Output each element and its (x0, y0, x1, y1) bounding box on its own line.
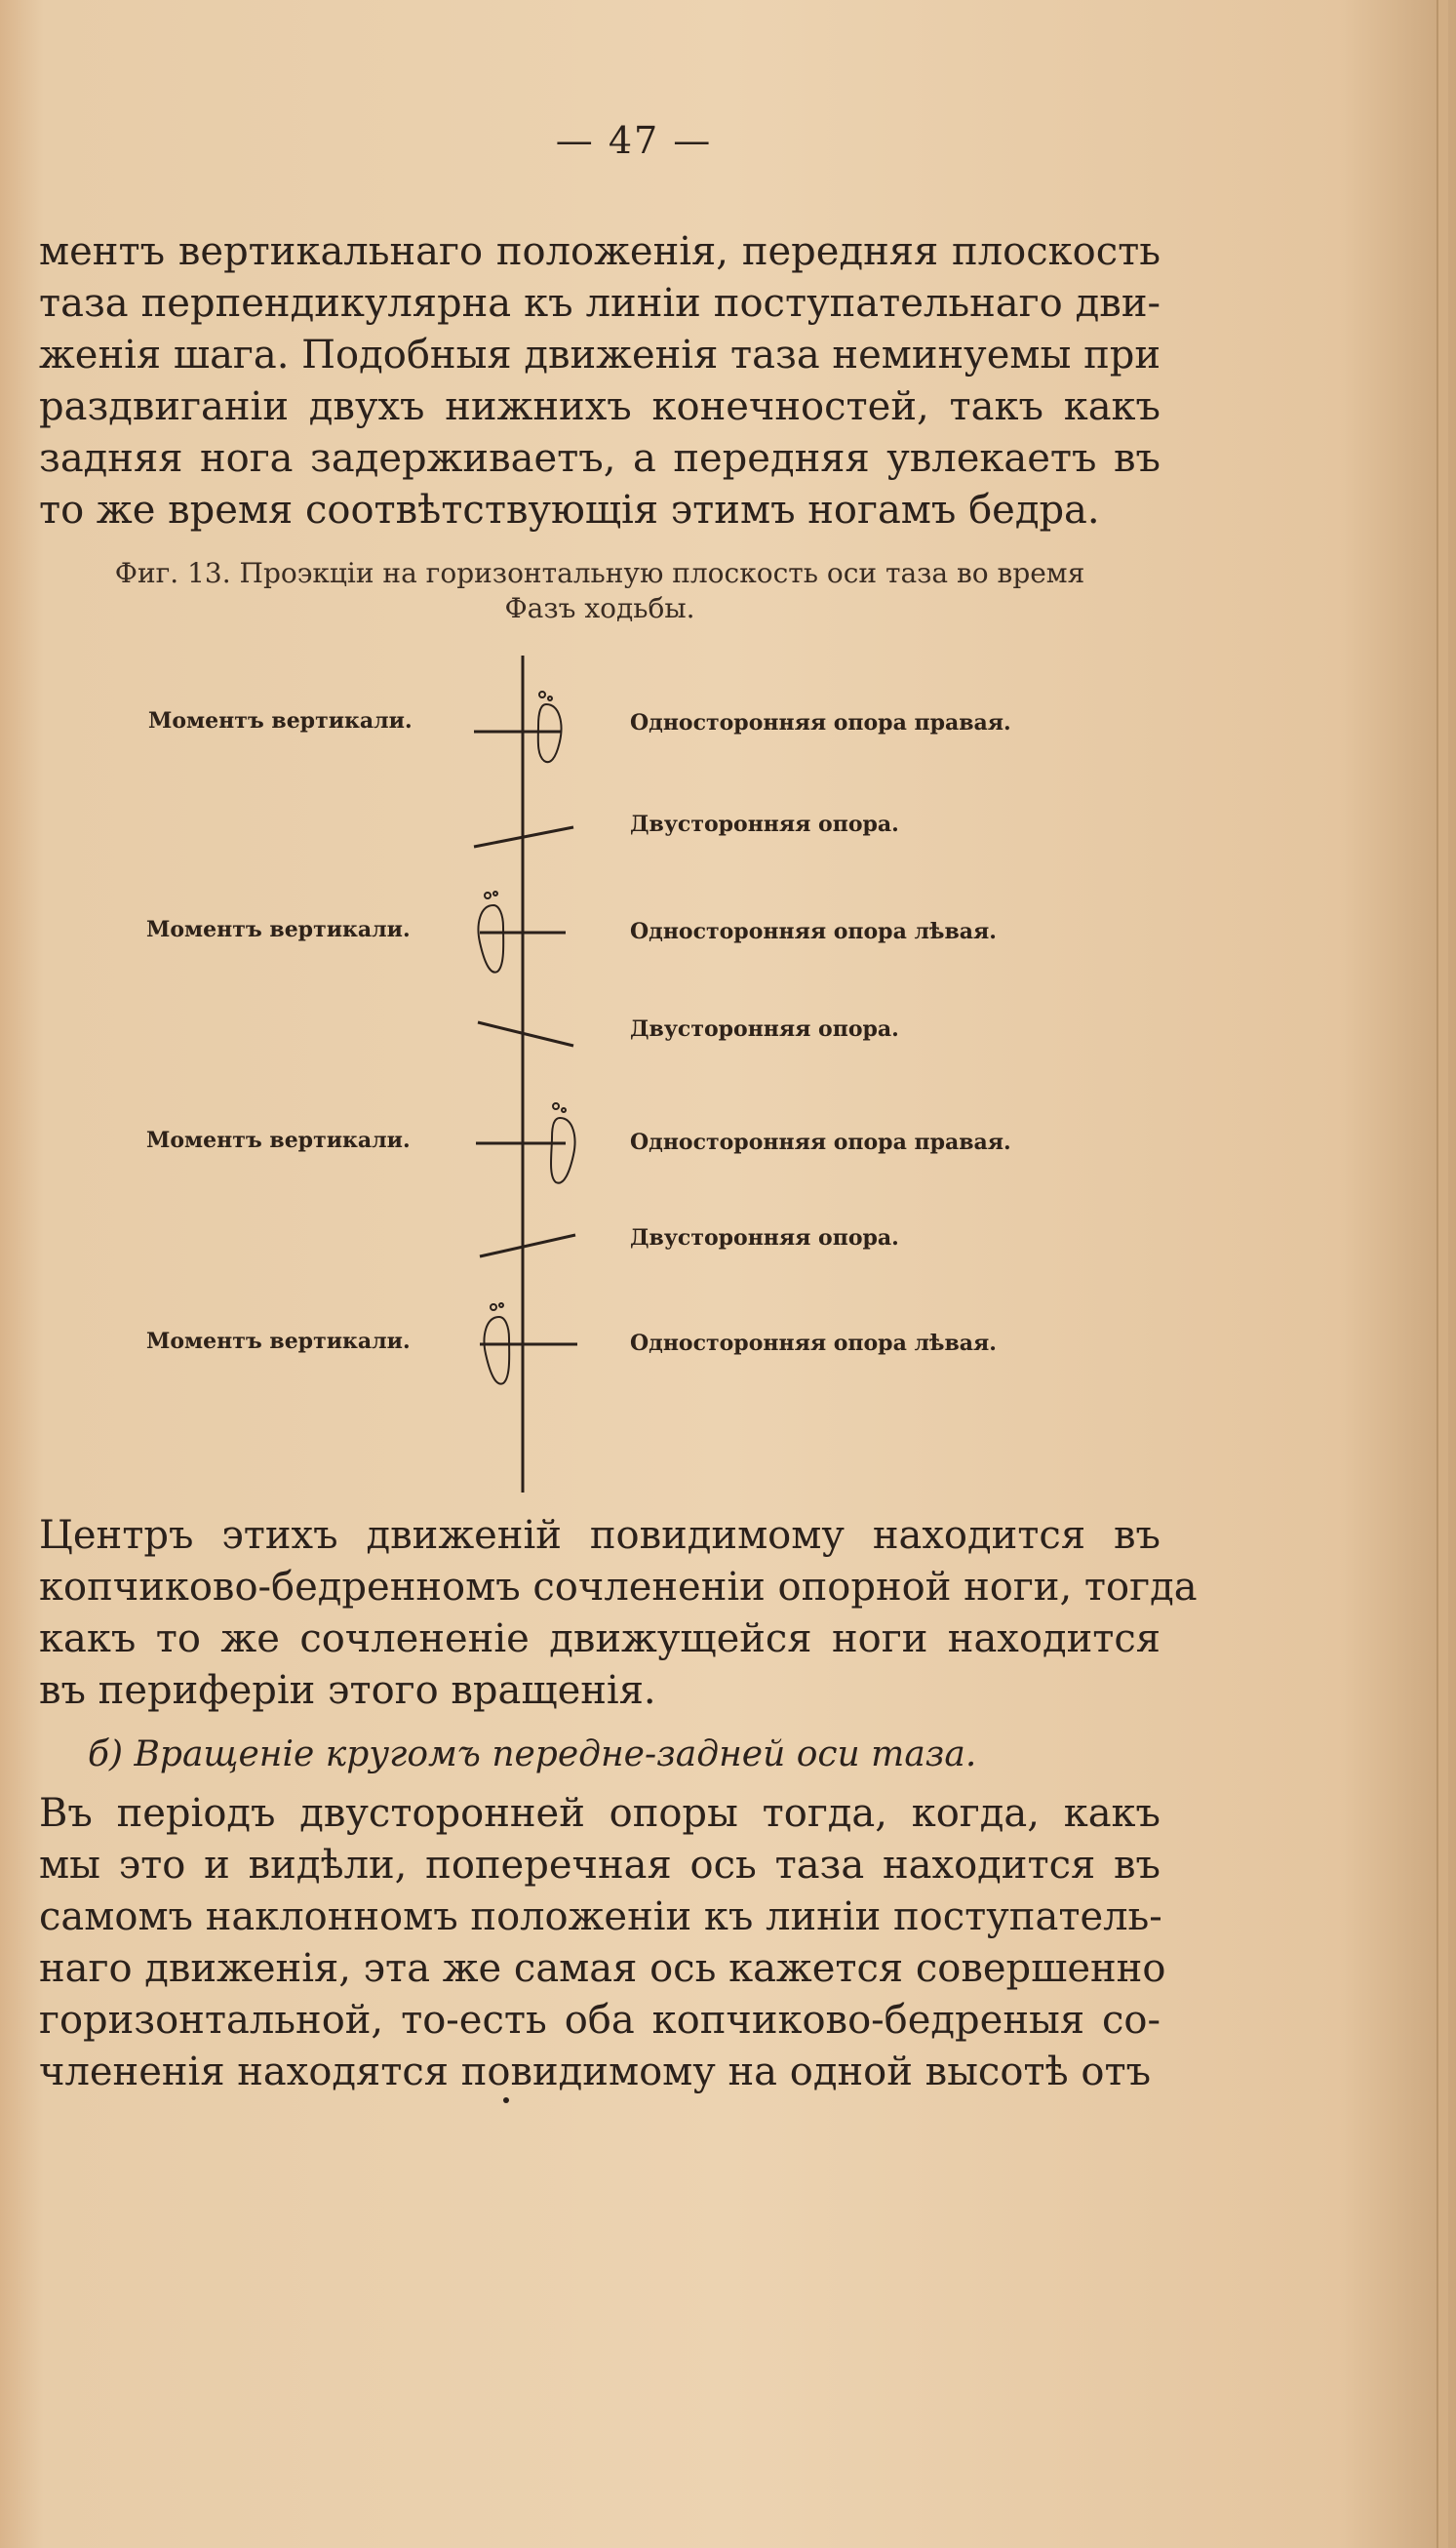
text-line: какъ то же сочлененіе движущейся ноги находится (39, 1616, 1161, 1661)
text-line: задняя нога задерживаетъ, а передняя увлекаетъ въ (39, 436, 1161, 481)
text-line: члененія находятся повидимому на одной высотѣ отъ (39, 2050, 1152, 2094)
text-line: въ периферіи этого вращенія. (39, 1668, 656, 1713)
text-line: наго движенія, эта же самая ось кажется совершенно (39, 1946, 1166, 1991)
paragraph-2 (39, 1510, 1198, 1717)
text-line: женія шага. Подобныя движенія таза неминуемы при (39, 333, 1161, 378)
section-subheading: б) Вращеніе кругомъ передне-задней оси таза. (88, 1734, 977, 1774)
text-line: раздвиганіи двухъ нижнихъ конечностей, такъ какъ (39, 384, 1161, 429)
text-line: Въ періодъ двусторонней опоры тогда, когда, какъ (39, 1791, 1161, 1836)
text-line: таза перпендикулярна къ линіи поступательнаго дви- (39, 281, 1161, 326)
text-line: самомъ наклонномъ положеніи къ линіи поступатель- (39, 1894, 1162, 1939)
right-label: Двусторонняя опора. (630, 1016, 899, 1042)
figure-caption (29, 556, 1170, 626)
pelvis-axis (480, 1235, 575, 1256)
paragraph-3 (39, 1788, 1166, 2098)
text-line: мы это и видѣли, поперечная ось таза находится въ (39, 1843, 1161, 1888)
ink-dot (503, 2097, 509, 2103)
pelvis-axis (478, 1022, 573, 1046)
left-label: Моментъ вертикали. (146, 1329, 411, 1354)
right-foot-icon (538, 692, 562, 762)
page-number: — 47 — (555, 119, 713, 162)
text-line: Центръ этихъ движеній повидимому находится въ (39, 1513, 1161, 1558)
right-label: Односторонняя опора лѣвая. (630, 919, 997, 944)
text-line: горизонтальной, то-есть оба копчиково-бедреныя со- (39, 1998, 1161, 2043)
right-label: Односторонняя опора правая. (630, 1130, 1011, 1155)
pelvis-axis-diagram (0, 644, 1456, 1502)
text-line: ментъ вертикальнаго положенія, передняя плоскость (39, 229, 1161, 274)
left-label: Моментъ вертикали. (146, 1128, 411, 1153)
right-label: Односторонняя опора лѣвая. (630, 1331, 997, 1356)
caption-line: Фиг. 13. Проэкціи на горизонтальную плоскость оси таза во время (114, 557, 1085, 589)
paragraph-1 (39, 226, 1161, 537)
left-label: Моментъ вертикали. (148, 708, 413, 734)
right-label: Двусторонняя опора. (630, 812, 899, 837)
text-line: то же время соотвѣтствующія этимъ ногамъ бедра. (39, 488, 1100, 533)
caption-line: Фазъ ходьбы. (504, 592, 695, 624)
right-label: Односторонняя опора правая. (630, 710, 1011, 736)
left-label: Моментъ вертикали. (146, 917, 411, 942)
right-label: Двусторонняя опора. (630, 1225, 899, 1251)
figure-13 (0, 644, 1456, 1502)
text-line: копчиково-бедренномъ сочлененіи опорной ноги, тогда (39, 1565, 1198, 1610)
